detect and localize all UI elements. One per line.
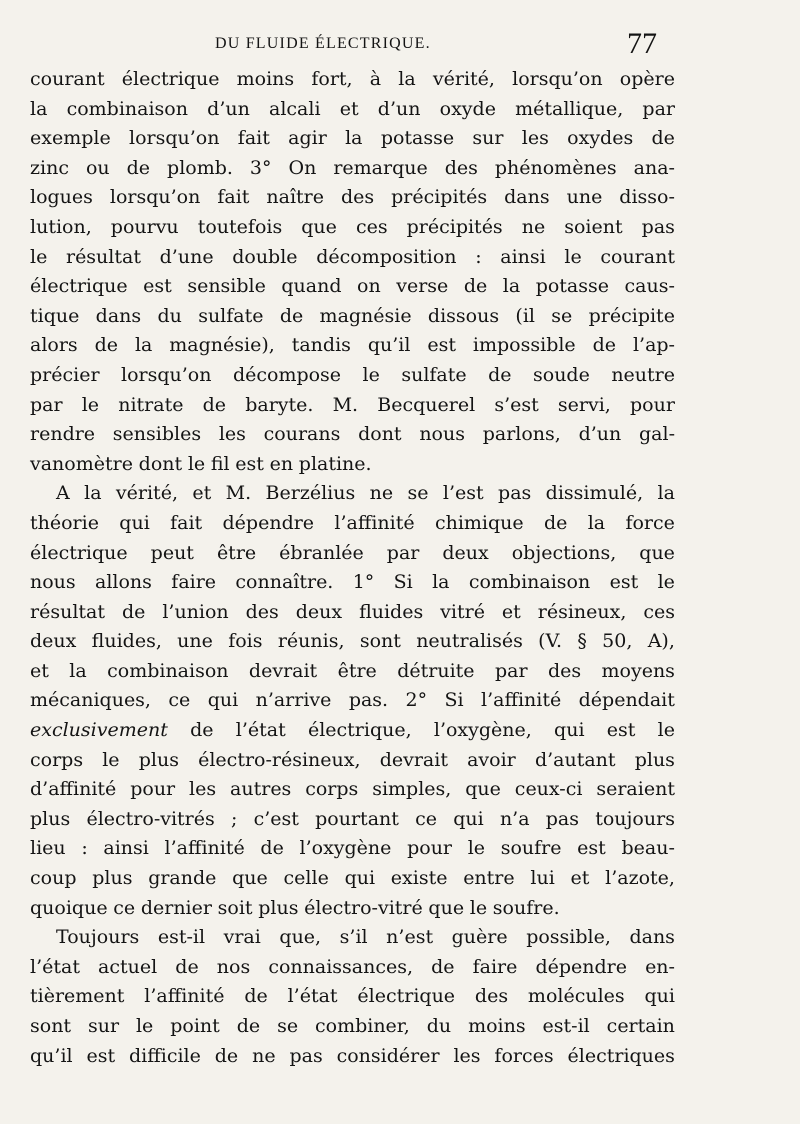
- text-line: électrique est sensible quand on verse de la potasse caus-: [30, 275, 675, 298]
- page-number: 77: [627, 27, 657, 60]
- text-line: précier lorsqu’on décompose le sulfate de soude neutre: [30, 363, 675, 386]
- text-line: électrique peut être ébranlée par deux objections, que: [30, 541, 675, 564]
- text-line: quoique ce dernier soit plus électro-vitré que le soufre.: [30, 896, 560, 919]
- text-line: qu’il est difficile de ne pas considérer les forces électriques: [30, 1044, 675, 1067]
- text-line: deux fluides, une fois réunis, sont neutralisés (V. § 50, A),: [30, 630, 675, 653]
- running-head: DU FLUIDE ÉLECTRIQUE.: [215, 35, 431, 52]
- text-line: exemple lorsqu’on fait agir la potasse sur les oxydes de: [30, 127, 675, 150]
- text-line: résultat de l’union des deux fluides vitré et résineux, ces: [30, 600, 675, 623]
- text-line: exclusivement de l’état électrique, l’oxygène, qui est le: [30, 719, 675, 742]
- text-line: tièrement l’affinité de l’état électrique des molécules qui: [30, 985, 675, 1008]
- text-line: rendre sensibles les courans dont nous parlons, d’un gal-: [30, 423, 675, 446]
- text-line: courant électrique moins fort, à la vérité, lorsqu’on opère: [30, 68, 675, 90]
- text-line: la combinaison d’un alcali et d’un oxyde métallique, par: [30, 97, 675, 120]
- text-line: Toujours est-il vrai que, s’il n’est guère possible, dans: [56, 926, 675, 949]
- text-line: A la vérité, et M. Berzélius ne se l’est pas dissimulé, la: [56, 482, 675, 505]
- text-line: mécaniques, ce qui n’arrive pas. 2° Si l’affinité dépendait: [30, 689, 675, 712]
- text-line: tique dans du sulfate de magnésie dissous (il se précipite: [30, 304, 675, 327]
- text-line: d’affinité pour les autres corps simples, que ceux-ci seraient: [30, 778, 675, 801]
- text-line: par le nitrate de baryte. M. Becquerel s’est servi, pour: [30, 393, 675, 416]
- text-line: plus électro-vitrés ; c’est pourtant ce qui n’a pas toujours: [30, 807, 675, 830]
- text-line: théorie qui fait dépendre l’affinité chimique de la force: [30, 511, 675, 534]
- text-line: nous allons faire connaître. 1° Si la combinaison est le: [30, 571, 675, 594]
- text-line: zinc ou de plomb. 3° On remarque des phénomènes ana-: [30, 156, 675, 179]
- text-line: sont sur le point de se combiner, du moins est-il certain: [30, 1015, 675, 1037]
- text-line: et la combinaison devrait être détruite par des moyens: [30, 659, 675, 682]
- text-line: lieu : ainsi l’affinité de l’oxygène pour le soufre est beau-: [30, 837, 675, 860]
- text-line: l’état actuel de nos connaissances, de faire dépendre en-: [30, 955, 675, 978]
- text-line: logues lorsqu’on fait naître des précipités dans une disso-: [30, 186, 675, 209]
- body-text: [30, 65, 675, 1071]
- text-line: coup plus grande que celle qui existe entre lui et l’azote,: [30, 867, 675, 890]
- text-line: lution, pourvu toutefois que ces précipités ne soient pas: [30, 215, 675, 238]
- text-line: corps le plus électro-résineux, devrait avoir d’autant plus: [30, 748, 675, 771]
- text-line: alors de la magnésie), tandis qu’il est impossible de l’ap-: [30, 334, 675, 357]
- text-line: vanomètre dont le fil est en platine.: [30, 452, 372, 475]
- text-line: le résultat d’une double décomposition : ainsi le courant: [30, 245, 675, 268]
